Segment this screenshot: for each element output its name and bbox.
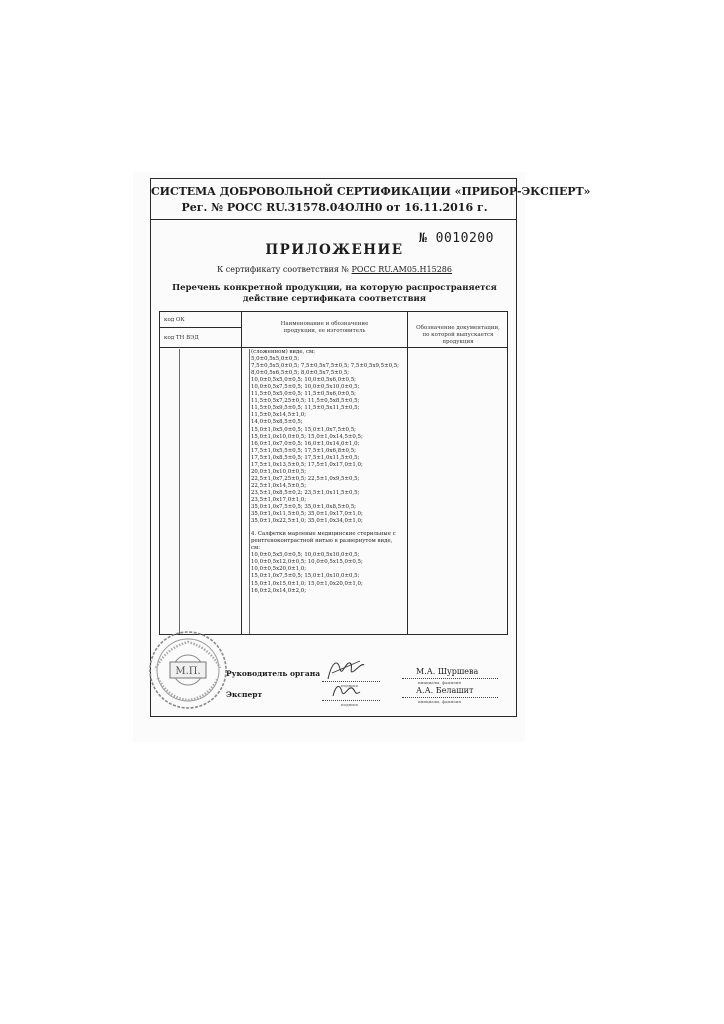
content-line: 14,0±0,5х8,5±0,5; [251,419,303,426]
product-table [159,311,508,635]
content-line: 7,5±0,5х5,0±0,5; 7,5±0,5х7,5±0,5; 7,5±0,5х9,5±0,5; [251,363,399,370]
code-tn-label: код ТН ВЭД [164,335,199,341]
annex-title: ПРИЛОЖЕНИЕ [265,242,404,258]
content-line: 10,0±0,5х20,0±1,0; [251,566,307,573]
content-line: 15,0±1,0х10,0±0,5; 15,0±1,0х14,5±0,5; [251,433,363,440]
certificate-number: РОСС RU.AM05.H15286 [351,265,452,274]
head-signature-icon [324,655,368,683]
col-name-header [242,321,407,335]
product-description [251,349,409,595]
content-line: 35,0±1,0х11,5±0,5; 35,0±1,0х17,0±1,0; [251,511,363,518]
content-line: 5,0±0,5х5,0±0,5; [251,356,300,363]
content-line: рентгеноконтрастной нитью в развернутом виде, [251,538,393,545]
head-label: Руководитель органа [226,669,321,678]
code-cell-divider [159,327,241,328]
content-line: 22,5±1,0х7,25±0,5; 22,5±1,0х9,5±0,5; [251,475,360,482]
annex-reference [151,265,518,274]
content-line: 8,0±0,5х6,5±0,5; 8,0±0,5х7,5±0,5; [251,370,350,377]
content-line: 4. Салфетки марлевые медицинские стерильные с [251,531,396,538]
content-line: 23,5±1,0х8,5±0,2; 23,5±1,0х11,5±0,5; [251,489,360,496]
head-name-caption: инициалы, фамилия [418,680,461,685]
table-header-divider [159,347,508,348]
content-line: 35,0±1,0х7,5±0,5; 35,0±1,0х8,5±0,5; [251,504,356,511]
annex-number: № 0010200 [419,231,494,246]
table-inner-line [179,349,180,634]
annex-reference-prefix: К сертификату соответствия № [217,265,352,274]
col-doc-header [408,325,508,346]
content-line: 17,5±1,0х5,5±0,5; 17,5±1,0х6,8±0,5; [251,447,356,454]
content-line: 15,0±1,0х5,0±0,5; 15,0±1,0х7,5±0,5; [251,426,356,433]
table-border-left [159,311,160,635]
header-divider [151,219,516,220]
col-doc-header-line2: по которой выпускается продукция [422,332,494,345]
content-line: 10,0±0,5х7,5±0,5; 10,0±0,5х10,0±0,5; [251,384,360,391]
head-name-line [402,678,498,679]
expert-name-line [402,697,498,698]
head-sign-caption: подпись [341,683,359,688]
content-line: 11,5±0,5х5,0±0,5; 11,5±0,5х6,0±0,5; [251,391,356,398]
content-line: 17,5±1,0х13,5±0,5; 17,5±1,0х17,0±1,0; [251,461,363,468]
content-line: 11,5±0,5х7,25±0,5; 11,5±0,5х8,5±0,5; [251,398,360,405]
content-line: 35,0±1,0х22,5±1,0; 35,0±1,0х34,0±1,0; [251,518,363,525]
list-title-line2: действие сертификата соответствия [242,294,427,304]
code-ok-label: код ОК [164,317,185,323]
header-system-name: СИСТЕМА ДОБРОВОЛЬНОЙ СЕРТИФИКАЦИИ «ПРИБОР-ЭКСПЕРТ» [151,185,591,198]
content-line: 15,0±1,0х15,0±1,0; 15,0±1,0х20,0±1,0; [251,580,363,587]
content-line: (сложенном) виде, см: [251,349,315,355]
expert-label: Эксперт [226,690,263,699]
stamp-seal-icon [146,628,230,712]
expert-signature-icon [330,680,366,702]
expert-sign-caption: подпись [341,702,359,707]
content-line: 23,5±1,0х17,0±1,0; [251,496,307,503]
content-line: 10,0±0,5х5,0±0,5; 10,0±0,5х6,0±0,5; [251,377,356,384]
content-line: 16,0±2,0х14,0±2,0; [251,587,307,594]
expert-name: А.А. Белашит [416,686,474,695]
content-line: 11,5±0,5х14,5±1,0; [251,412,307,419]
content-line: 20,0±1,0х10,0±0,5; [251,468,307,475]
table-border-right [507,311,508,635]
list-title-line1: Перечень конкретной продукции, на которую распространяется [172,283,497,293]
header-registration: Рег. № РОСС RU.31578.04ОЛН0 от 16.11.2016 г. [181,201,488,214]
content-line: 15,0±1,0х7,5±0,5; 15,0±1,0х10,0±0,5; [251,573,360,580]
col-name-header-line2: продукции, ее изготовитель [283,328,366,334]
content-line: 10,0±0,5х12,0±0,5; 10,0±0,5х15,0±0,5; [251,559,363,566]
content-line: 10,0±0,5х5,0±0,5; 10,0±0,5х10,0±0,5; [251,552,360,559]
content-line: 11,5±0,5х9,5±0,5; 11,5±0,5х11,5±0,5; [251,405,360,412]
stamp-mp-text: М.П. [175,666,201,677]
table-inner-line-2 [249,349,250,634]
col-name-header-line1: Наименование и обозначение [280,321,369,327]
content-line: 16,0±1,0х7,0±0,5; 16,0±1,0х14,0±1,0; [251,440,360,447]
table-border-top [159,311,508,312]
content-line: см: [251,545,261,552]
content-line: 22,5±1,0х14,5±0,5; [251,482,307,489]
col-doc-header-line1: Обозначение документации, [416,325,500,331]
expert-name-caption: инициалы, фамилия [418,699,461,704]
head-name: М.А. Шуршева [416,667,479,676]
content-line: 17,5±1,0х8,5±0,5; 17,5±1,0х11,5±0,5; [251,454,360,461]
table-column-line-1 [241,311,242,635]
